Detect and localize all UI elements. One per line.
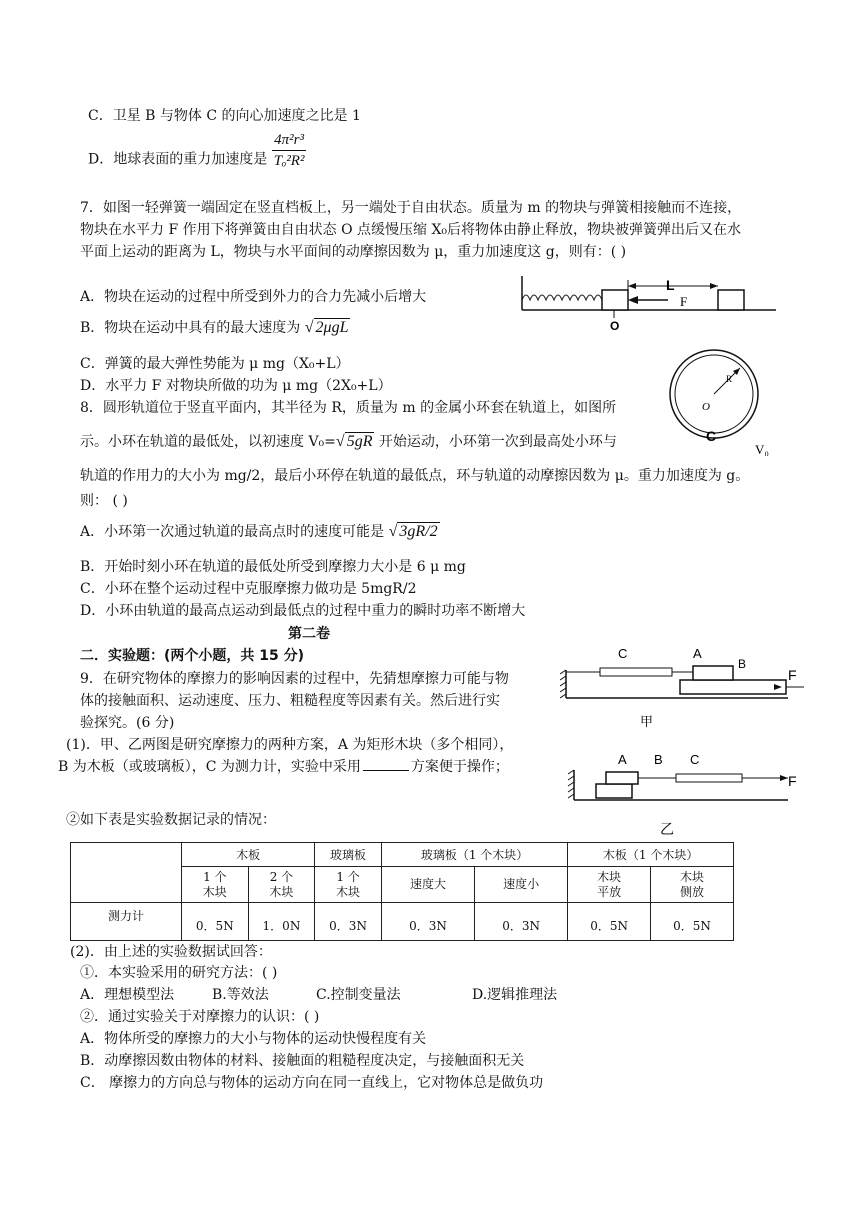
yi-label-C: C [690,752,700,767]
q9-part2-q1-option: D.逻辑推理法 [472,987,558,1003]
q7-stem-line3: 平面上运动的距离为 L，物块与水平面间的动摩擦因数为 μ，重力加速度这 g，则有：( ) [80,244,627,260]
table-corner [71,843,182,903]
yi-label-A: A [618,752,627,767]
table-subheader: 2 个 木块 [248,867,315,903]
q6-option-c: C．卫星 B 与物体 C 的向心加速度之比是 1 [88,108,361,124]
table-subheader: 木块 侧放 [651,867,734,903]
answer-blank[interactable] [363,770,409,771]
table-group-header: 玻璃板 [315,843,382,867]
q9-part2-q2-option-c: C． 摩擦力的方向总与物体的运动方向在同一直线上，它对物体总是做负功 [80,1075,544,1091]
q8-label-C: C [706,428,717,444]
table-cell: 0．3N [381,903,474,941]
q8-option-a [80,522,440,542]
yi-label-F: F [788,773,797,789]
q9-part2-q2: ②．通过实验关于对摩擦力的认识：( ) [80,1009,320,1025]
q8-stem-line3: 轨道的作用力的大小为 mg/2，最后小环停在轨道的最低点，环与轨道的动摩擦因数为 μ。重力加速度为 g。 [80,468,750,484]
q9-figure-jia [560,640,804,732]
table-group-header: 木板 [182,843,315,867]
volume-two-heading: 第二卷 [288,626,330,642]
q9-part2-q1-option: C.控制变量法 [316,987,401,1003]
table-subheader: 木块 平放 [568,867,651,903]
table-row [71,903,734,941]
table-subheader: 1 个 木块 [182,867,249,903]
q9-part1-suffix: 方案便于操作； [410,759,509,775]
q8-label-R: R [726,374,733,384]
fraction-numerator: 4π²r³ [272,130,307,151]
q7-option-d: D．水平力 F 对物块所做的功为 μ mg（2X₀+L） [80,378,392,394]
q7-spring-block-figure [518,272,780,334]
q8-option-b: B．开始时刻小环在轨道的最低处所受到摩擦力大小是 6 μ mg [80,559,466,575]
jia-label-B: B [738,657,747,671]
q9-part2-q2-option-b: B．动摩擦因数由物体的材料、接触面的粗糙程度决定，与接触面积无关 [80,1053,525,1069]
q8-option-a-text: A．小环第一次通过轨道的最高点时的速度可能是 [80,524,385,540]
q9-part1-line1: (1)．甲、乙两图是研究摩擦力的两种方案，A 为矩形木块（多个相同）， [66,737,514,753]
q9-part2-q1: ①．本实验采用的研究方法：( ) [80,965,278,981]
q9-figure-yi [566,748,800,840]
q7-option-b-text: B．物块在运动中具有的最大速度为 [80,320,301,336]
q7-option-a: A．物块在运动的过程中所受到外力的合力先减小后增大 [80,289,427,305]
q7-stem-line2: 物块在水平力 F 作用下将弹簧由自由状态 O 点缓慢压缩 X₀后将物体由静止释放，物块被弹簧弹出后又在水 [80,222,742,238]
table-cell: 0．3N [315,903,382,941]
sqrt-expression: √ 5gR [335,433,373,450]
q7-option-c: C．弹簧的最大弹性势能为 μ mg（X₀+L） [80,356,350,372]
q8-stem-line1: 8．圆形轨道位于竖直平面内，其半径为 R，质量为 m 的金属小环套在轨道上，如图所 [80,400,617,416]
q6-option-d-fraction [272,130,307,171]
sqrt-expression: √ 2μgL [304,319,349,336]
q9-stem-line1: 9．在研究物体的摩擦力的影响因素的过程中，先猜想摩擦力可能与物 [80,671,509,687]
table-subheader: 速度小 [475,867,568,903]
jia-label-F: F [788,667,797,683]
q9-part2-q2-option-a: A．物体所受的摩擦力的大小与物体的运动快慢程度有关 [80,1031,427,1047]
radicand: 3gR/2 [399,523,438,540]
jia-caption: 甲 [640,715,654,730]
jia-label-A: A [693,646,702,661]
jia-label-C: C [618,646,628,661]
q6-option-d-text: D．地球表面的重力加速度是 [88,151,268,168]
table-cell: 0．5N [182,903,249,941]
q9-table-intro: ②如下表是实验数据记录的情况： [66,812,276,828]
q9-part2-q1-option: A．理想模型法 [80,987,175,1003]
table-cell: 0．3N [475,903,568,941]
section-title: 二．实验题：(两个小题，共 15 分) [80,648,305,664]
q8-label-O: O [702,401,710,413]
q6-option-d [88,132,306,171]
experiment-data-table [70,842,734,941]
q8-circular-track-figure [664,344,784,456]
table-row-label: 测力计 [71,903,182,941]
q7-option-b [80,318,350,338]
table-group-header: 木板（1 个木块） [568,843,734,867]
yi-caption: 乙 [660,822,674,838]
table-subheader: 1 个 木块 [315,867,382,903]
fraction-denominator: Tₒ²R² [273,153,305,169]
q7-label-O: O [610,319,620,333]
q8-label-V0: V₀ [755,442,769,456]
yi-label-B: B [654,752,663,767]
q8-stem-line2-suffix: 开始运动，小环第一次到最高处小环与 [374,434,617,450]
q9-stem-line2: 体的接触面积、运动速度、压力、粗糙程度等因素有关。然后进行实 [80,693,500,709]
q7-stem-line1: 7．如图一轻弹簧一端固定在竖直档板上，另一端处于自由状态。质量为 m 的物块与弹簧相接触而不连接， [80,200,742,216]
radicand: 5gR [346,433,373,450]
q7-label-L: L [666,277,675,293]
table-group-header: 玻璃板（1 个木块） [381,843,567,867]
table-cell: 0．5N [568,903,651,941]
q7-label-F: F [680,294,688,309]
q9-part1-text: B 为木板（或玻璃板），C 为测力计，实验中采用 [58,759,361,775]
table-cell: 1．0N [248,903,315,941]
sqrt-expression: √ 3gR/2 [388,523,438,540]
q8-option-c: C．小环在整个运动过程中克服摩擦力做功是 5mgR/2 [80,581,417,597]
q8-option-d: D．小环由轨道的最高点运动到最低点的过程中重力的瞬时功率不断增大 [80,603,526,619]
table-subheader: 速度大 [381,867,474,903]
table-cell: 0．5N [651,903,734,941]
radicand: 2μgL [315,319,349,336]
q8-stem-line2 [80,432,617,452]
q8-stem-line2-text: 示。小环在轨道的最低处，以初速度 V₀= [80,434,336,450]
q9-stem-line3: 验探究。(6 分) [80,715,175,731]
q9-part1-line2 [58,757,509,777]
q8-stem-line4: 则： ( ) [80,493,128,509]
q9-part2-heading: (2)．由上述的实验数据试回答： [70,944,272,960]
q9-part2-q1-option: B.等效法 [212,987,269,1003]
